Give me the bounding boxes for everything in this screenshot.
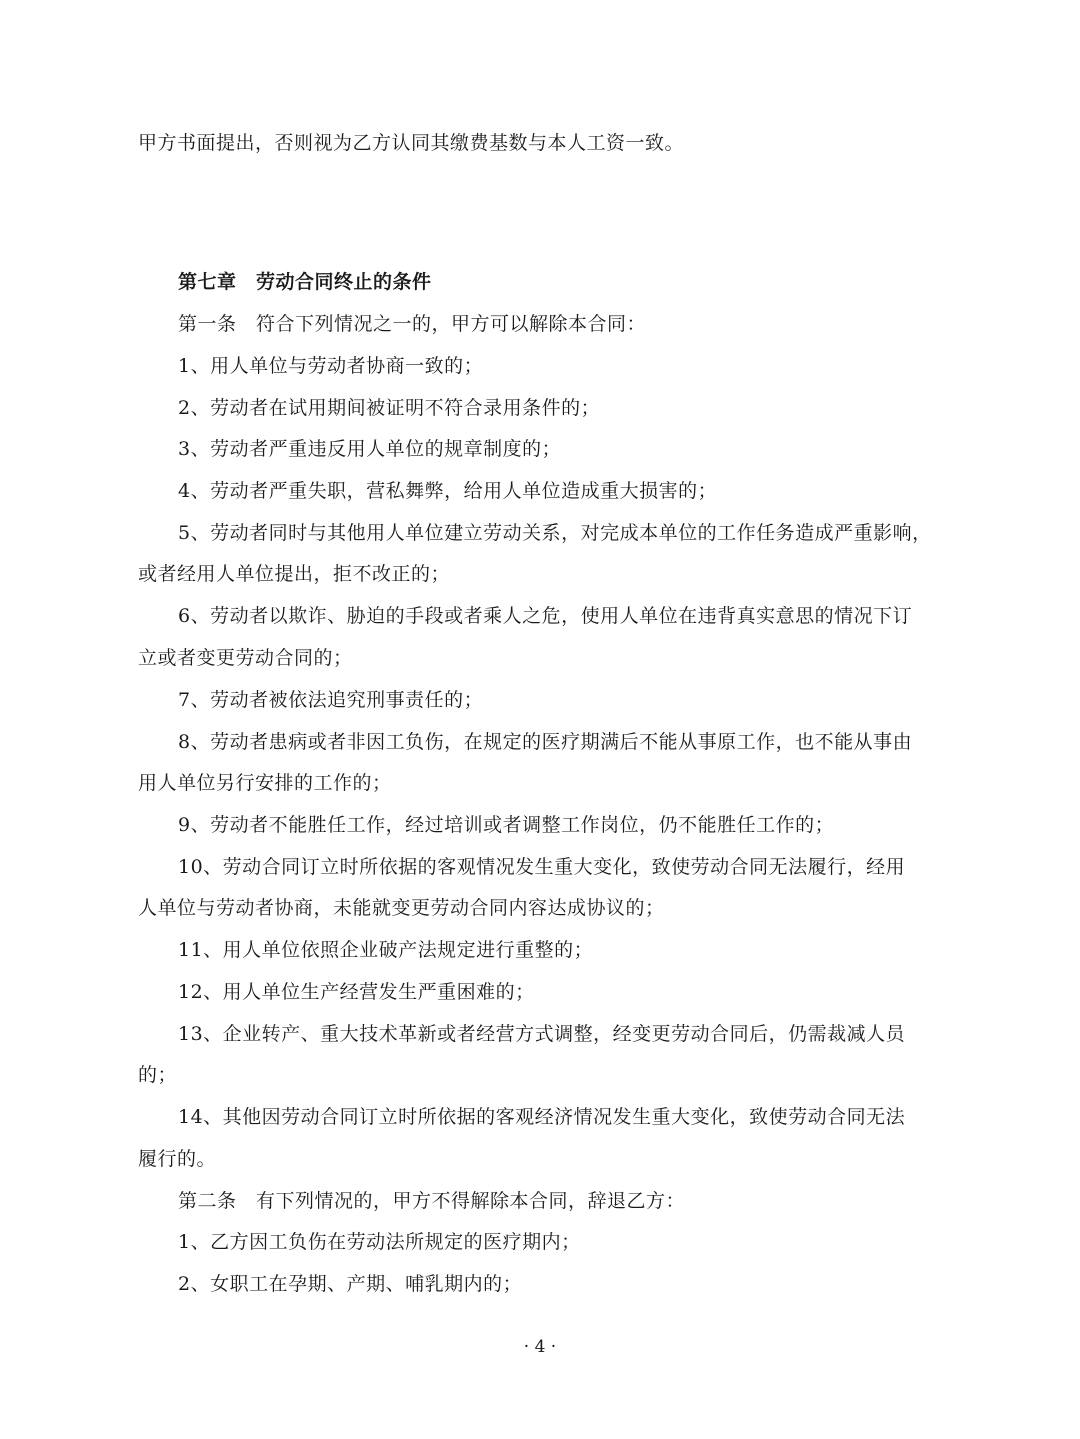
page-number: · 4 ·	[523, 1337, 557, 1357]
article2-title: 第二条 有下列情况的，甲方不得解除本合同，辞退乙方：	[178, 1190, 686, 1212]
article1-item: 6、劳动者以欺诈、胁迫的手段或者乘人之危，使用人单位在违背真实意思的情况下订	[178, 605, 913, 627]
article1-item: 8、劳动者患病或者非因工负伤，在规定的医疗期满后不能从事原工作，也不能从事由	[178, 731, 913, 753]
article2-item: 1、乙方因工负伤在劳动法所规定的医疗期内；	[178, 1231, 581, 1253]
article1-item: 11、用人单位依照企业破产法规定进行重整的；	[178, 939, 594, 961]
article1-item-continuation: 人单位与劳动者协商，未能就变更劳动合同内容达成协议的；	[138, 897, 665, 919]
article1-item: 14、其他因劳动合同订立时所依据的客观经济情况发生重大变化，致使劳动合同无法	[178, 1106, 906, 1128]
article1-item-continuation: 用人单位另行安排的工作的；	[138, 772, 392, 794]
article1-title: 第一条 符合下列情况之一的，甲方可以解除本合同：	[178, 313, 647, 335]
article1-item-continuation: 立或者变更劳动合同的；	[138, 647, 353, 669]
article1-item: 5、劳动者同时与其他用人单位建立劳动关系，对完成本单位的工作任务造成严重影响，	[178, 522, 932, 544]
article1-item: 13、企业转产、重大技术革新或者经营方式调整，经变更劳动合同后，仍需裁减人员	[178, 1023, 906, 1045]
article1-item: 2、劳动者在试用期间被证明不符合录用条件的；	[178, 397, 601, 419]
chapter-title: 第七章 劳动合同终止的条件	[178, 271, 432, 293]
article1-item-continuation: 的；	[138, 1064, 178, 1086]
article1-item: 1、用人单位与劳动者协商一致的；	[178, 355, 484, 377]
article1-item: 4、劳动者严重失职，营私舞弊，给用人单位造成重大损害的；	[178, 480, 718, 502]
article2-item: 2、女职工在孕期、产期、哺乳期内的；	[178, 1273, 523, 1295]
continuation-paragraph: 甲方书面提出，否则视为乙方认同其缴费基数与本人工资一致。	[138, 132, 685, 154]
article1-item-continuation: 履行的。	[138, 1148, 217, 1170]
article1-item: 7、劳动者被依法追究刑事责任的；	[178, 689, 484, 711]
article1-item: 12、用人单位生产经营发生严重困难的；	[178, 981, 535, 1003]
article1-item: 9、劳动者不能胜任工作，经过培训或者调整工作岗位，仍不能胜任工作的；	[178, 814, 835, 836]
article1-item: 3、劳动者严重违反用人单位的规章制度的；	[178, 438, 562, 460]
article1-item-continuation: 或者经用人单位提出，拒不改正的；	[138, 563, 451, 585]
article1-item: 10、劳动合同订立时所依据的客观情况发生重大变化，致使劳动合同无法履行，经用	[178, 856, 906, 878]
